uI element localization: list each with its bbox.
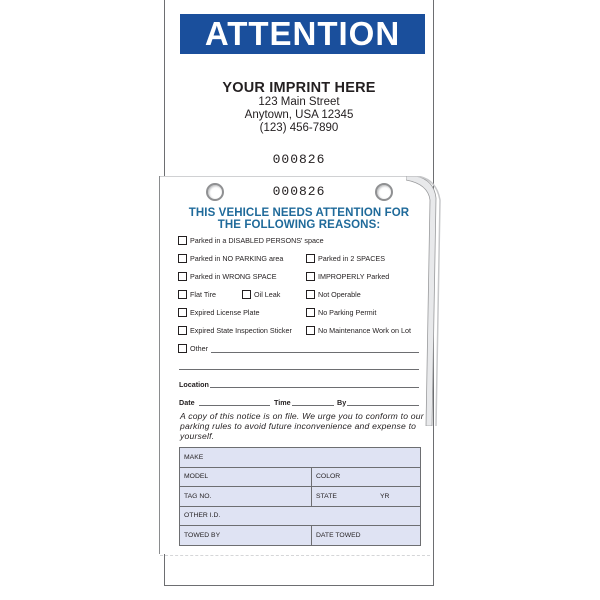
- checkbox-disabled-space[interactable]: Parked in a DISABLED PERSONS' space: [178, 236, 324, 245]
- table-row: [180, 487, 420, 507]
- imprint-address: 123 Main Street: [258, 96, 340, 108]
- yr-cell[interactable]: YR: [380, 492, 390, 500]
- location-field[interactable]: [210, 387, 419, 388]
- checkbox-flat-tire[interactable]: Flat Tire: [178, 290, 216, 299]
- checkbox-icon[interactable]: [242, 290, 251, 299]
- stub-serial-number: 000826: [272, 152, 326, 167]
- checkbox-expired-plate[interactable]: Expired License Plate: [178, 308, 260, 317]
- checkbox-icon[interactable]: [178, 308, 187, 317]
- date-field[interactable]: [199, 405, 270, 406]
- checkbox-no-permit[interactable]: No Parking Permit: [306, 308, 376, 317]
- checkbox-icon[interactable]: [178, 272, 187, 281]
- other-write-line[interactable]: [211, 352, 419, 353]
- checkbox-oil-leak[interactable]: Oil Leak: [242, 290, 280, 299]
- tag-heading-line1: THIS VEHICLE NEEDS ATTENTION FOR: [188, 207, 410, 219]
- checkbox-other[interactable]: Other: [178, 344, 208, 353]
- attention-banner: ATTENTION: [180, 14, 425, 54]
- checkbox-icon[interactable]: [178, 254, 187, 263]
- imprint-city: Anytown, USA 12345: [244, 109, 354, 121]
- perforation-line: [160, 555, 430, 556]
- model-cell[interactable]: MODEL: [180, 468, 312, 487]
- imprint-phone: (123) 456-7890: [259, 122, 339, 134]
- checkbox-icon[interactable]: [306, 308, 315, 317]
- checkbox-icon[interactable]: [178, 290, 187, 299]
- by-field[interactable]: [347, 405, 419, 406]
- checkbox-icon[interactable]: [178, 344, 187, 353]
- tag-no-cell[interactable]: TAG NO.: [180, 487, 312, 506]
- date-towed-cell[interactable]: DATE TOWED: [316, 531, 361, 539]
- checkbox-icon[interactable]: [306, 326, 315, 335]
- notice-text: A copy of this notice is on file. We urge you to conform to our parking rules to avoid future inconvenience and expense to yourself.: [180, 411, 424, 441]
- imprint-block: [164, 80, 434, 135]
- color-cell[interactable]: COLOR: [316, 473, 341, 481]
- other-id-cell[interactable]: OTHER I.D.: [184, 512, 221, 520]
- time-field[interactable]: [292, 405, 334, 406]
- checkbox-icon[interactable]: [178, 326, 187, 335]
- checkbox-expired-inspection[interactable]: Expired State Inspection Sticker: [178, 326, 292, 335]
- towed-by-cell[interactable]: TOWED BY: [180, 526, 312, 545]
- checkbox-icon[interactable]: [306, 254, 315, 263]
- table-row: [180, 507, 420, 527]
- state-cell[interactable]: STATE: [316, 492, 337, 500]
- other-continuation-line[interactable]: [179, 369, 419, 370]
- checkbox-improperly-parked[interactable]: IMPROPERLY Parked: [306, 272, 389, 281]
- checkbox-two-spaces[interactable]: Parked in 2 SPACES: [306, 254, 385, 263]
- checkbox-no-maintenance[interactable]: No Maintenance Work on Lot: [306, 326, 411, 335]
- checkbox-wrong-space[interactable]: Parked in WRONG SPACE: [178, 272, 277, 281]
- checkbox-icon[interactable]: [178, 236, 187, 245]
- tag-heading: [164, 207, 434, 231]
- table-row: [180, 448, 420, 468]
- checkbox-not-operable[interactable]: Not Operable: [306, 290, 361, 299]
- tag-heading-line2: THE FOLLOWING REASONS:: [217, 219, 381, 231]
- time-label: Time: [274, 398, 291, 407]
- imprint-name: YOUR IMPRINT HERE: [222, 80, 376, 96]
- table-row: [180, 468, 420, 488]
- checkbox-icon[interactable]: [306, 290, 315, 299]
- checkbox-no-parking[interactable]: Parked in NO PARKING area: [178, 254, 283, 263]
- make-cell[interactable]: MAKE: [184, 453, 204, 461]
- checkbox-icon[interactable]: [306, 272, 315, 281]
- by-label: By: [337, 398, 347, 407]
- location-label: Location: [179, 380, 209, 389]
- vehicle-info-table: [179, 447, 421, 546]
- date-label: Date: [179, 398, 195, 407]
- tag-serial-number: 000826: [272, 184, 326, 199]
- table-row: [180, 526, 420, 545]
